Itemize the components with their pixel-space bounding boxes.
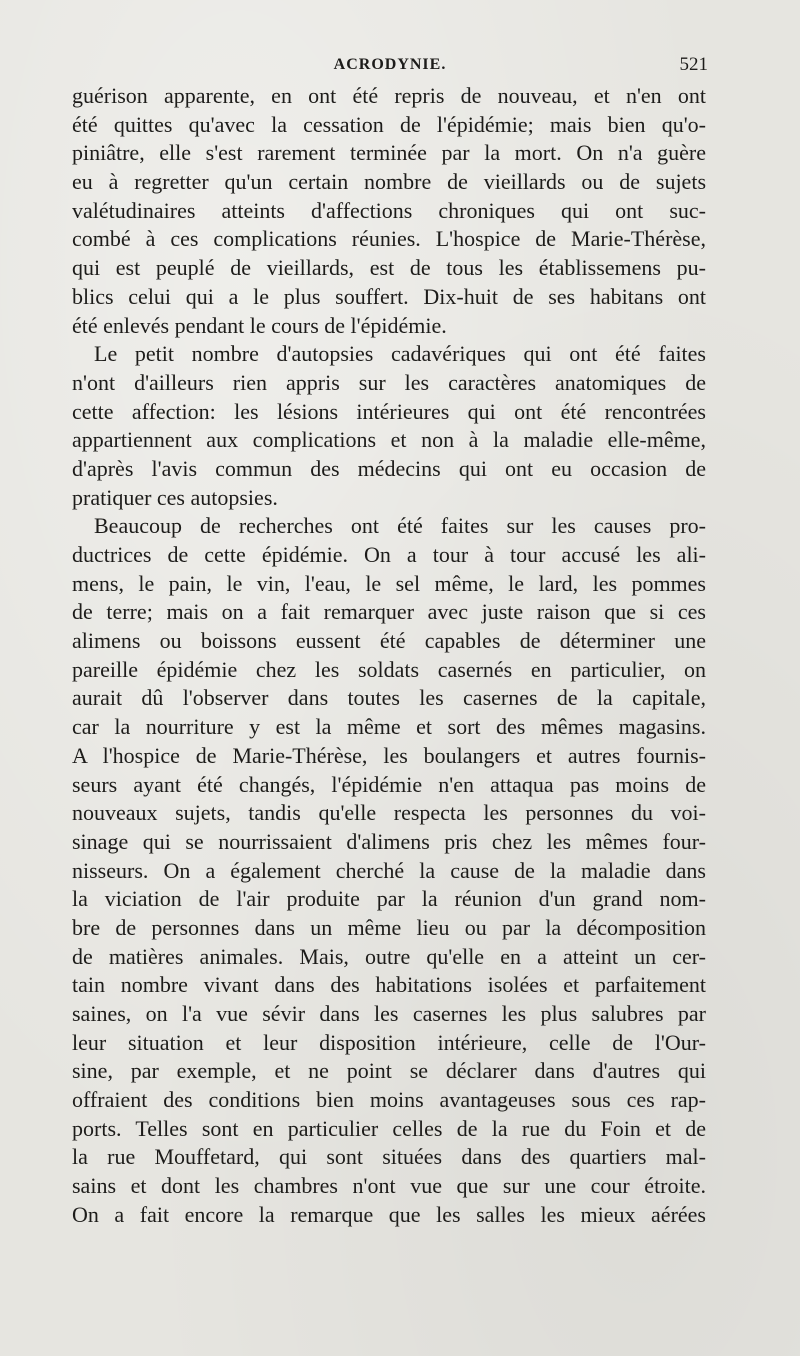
text-line: appartiennent aux complications et non à la maladie elle-même, xyxy=(72,427,706,453)
text-line: Beaucoup de recherches ont été faites sur les causes pro- xyxy=(94,513,706,539)
text-line: valétudinaires atteints d'affections chroniques qui ont suc- xyxy=(72,197,706,223)
text-line: ductrices de cette épidémie. On a tour à tour accusé les ali- xyxy=(72,542,706,567)
text-line: blics celui qui a le plus souffert. Dix-huit de ses habitans ont xyxy=(72,283,706,309)
text-line: mens, le pain, le vin, l'eau, le sel même, le lard, les pommes xyxy=(72,570,706,596)
text-line: la rue Mouffetard, qui sont situées dans des quartiers mal- xyxy=(72,1144,706,1170)
text-line: de terre; mais on a fait remarquer avec juste raison que si ces xyxy=(72,599,706,625)
text-line: car la nourriture y est la même et sort des mêmes magasins. xyxy=(72,714,706,740)
text-line: saines, on l'a vue sévir dans les casernes les plus salubres par xyxy=(72,1001,706,1026)
text-line: seurs ayant été changés, l'épidémie n'en attaqua pas moins de xyxy=(72,771,706,797)
text-line: piniâtre, elle s'est rarement terminée par la mort. On n'a guère xyxy=(72,140,706,166)
text-line: nisseurs. On a également cherché la cause de la maladie dans xyxy=(72,857,706,883)
text-line: alimens ou boissons eussent été capables de déterminer une xyxy=(72,628,706,654)
text-line: nouveaux sujets, tandis qu'elle respecta les personnes du voi- xyxy=(72,800,706,826)
text-line: de matières animales. Mais, outre qu'elle en a atteint un cer- xyxy=(72,943,706,969)
text-line: d'après l'avis commun des médecins qui ont eu occasion de xyxy=(72,455,706,481)
text-line: été quittes qu'avec la cessation de l'épidémie; mais bien qu'o- xyxy=(72,111,706,137)
page-header xyxy=(72,52,708,82)
text-line: été enlevés pendant le cours de l'épidémie. xyxy=(72,312,447,338)
text-line: combé à ces complications réunies. L'hospice de Marie-Thérèse, xyxy=(72,226,706,252)
text-line: tain nombre vivant dans des habitations isolées et parfaitement xyxy=(72,972,706,998)
text-line: On a fait encore la remarque que les salles les mieux aérées xyxy=(72,1201,706,1227)
text-line: guérison apparente, en ont été repris de nouveau, et n'en ont xyxy=(72,83,706,108)
text-line: offraient des conditions bien moins avantageuses sous ces rap- xyxy=(72,1087,706,1113)
text-line: pareille épidémie chez les soldats casernés en particulier, on xyxy=(72,656,706,682)
text-line: Le petit nombre d'autopsies cadavériques qui ont été faites xyxy=(94,341,706,367)
running-head: ACRODYNIE. xyxy=(333,56,447,73)
text-line: n'ont d'ailleurs rien appris sur les caractères anatomiques de xyxy=(72,369,706,395)
text-line: cette affection: les lésions intérieures qui ont été rencontrées xyxy=(72,398,706,424)
text-line: aurait dû l'observer dans toutes les casernes de la capitale, xyxy=(72,685,706,711)
text-line: ports. Telles sont en particulier celles de la rue du Foin et de xyxy=(72,1115,706,1141)
text-line: sains et dont les chambres n'ont vue que sur une cour étroite. xyxy=(72,1173,706,1199)
text-line: sinage qui se nourrissaient d'alimens pris chez les mêmes four- xyxy=(72,828,706,854)
text-line: leur situation et leur disposition intérieure, celle de l'Our- xyxy=(72,1029,706,1055)
text-line: bre de personnes dans un même lieu ou par la décomposition xyxy=(72,914,706,940)
page-number: 521 xyxy=(679,54,708,75)
text-line: A l'hospice de Marie-Thérèse, les boulangers et autres fournis- xyxy=(72,742,706,768)
text-line: la viciation de l'air produite par la réunion d'un grand nom- xyxy=(72,886,706,912)
body-text xyxy=(72,82,706,1230)
text-line: qui est peuplé de vieillards, est de tous les établissemens pu- xyxy=(72,255,706,281)
text-line: eu à regretter qu'un certain nombre de vieillards ou de sujets xyxy=(72,169,706,195)
text-line: pratiquer ces autopsies. xyxy=(72,484,278,510)
text-line: sine, par exemple, et ne point se déclarer dans d'autres qui xyxy=(72,1058,706,1084)
